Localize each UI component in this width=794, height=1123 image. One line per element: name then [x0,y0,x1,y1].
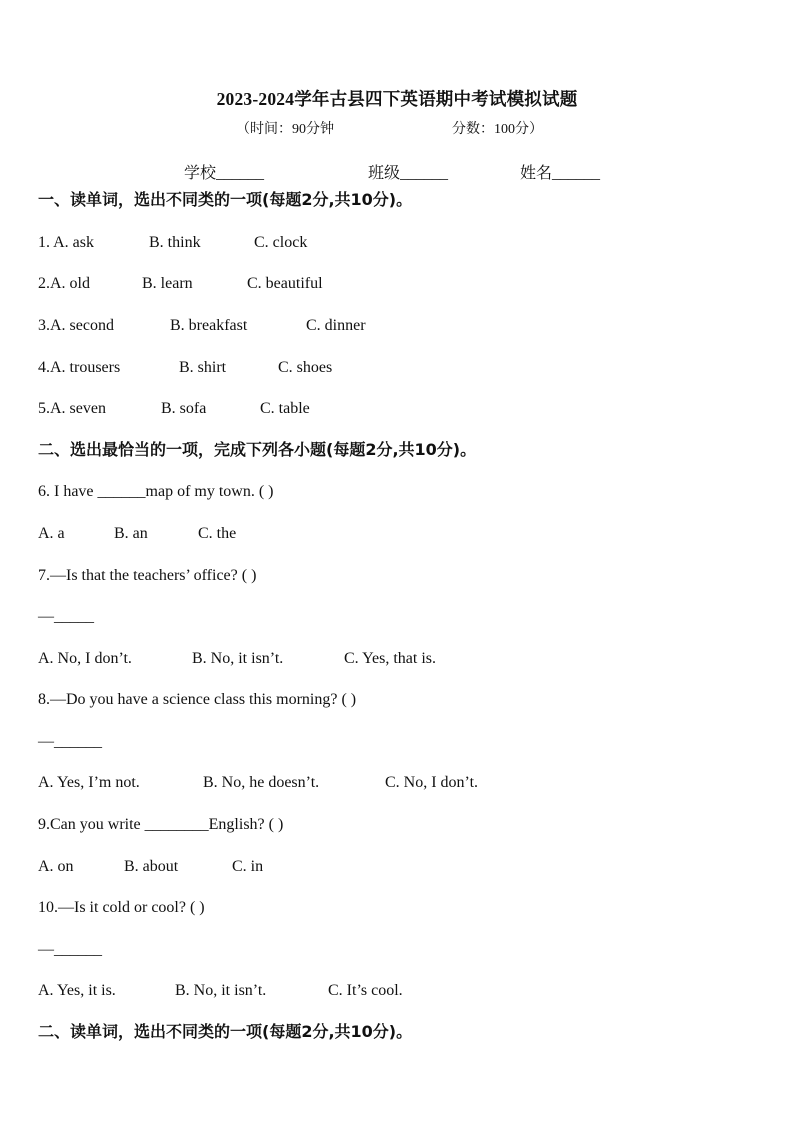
section-1-heading: 一、读单词，选出不同类的一项(每题2分,共10分)。 [38,190,413,209]
class-field: 班级______ [368,165,449,182]
q6-option-c: C. the [198,525,237,542]
q4-option-c: C. shoes [278,359,333,376]
q10-option-b: B. No, it isn’t. [175,982,267,999]
q8-option-b: B. No, he doesn’t. [203,774,320,791]
question-8-answer: —______ [38,733,102,750]
question-10-stem: 10.—Is it cold or cool? ( ) [38,899,205,916]
q2-option-b: B. learn [142,275,193,292]
question-10-answer: —______ [38,941,102,958]
q2-option-a: 2.A. old [38,275,90,292]
section-3-heading: 二、读单词，选出不同类的一项(每题2分,共10分)。 [38,1022,413,1041]
question-3 [38,316,366,336]
question-6-options [38,524,237,544]
q1-option-c: C. clock [254,234,308,251]
q6-option-b: B. an [114,525,148,542]
q5-option-b: B. sofa [161,400,207,417]
q8-option-c: C. No, I don’t. [385,774,479,791]
q9-option-b: B. about [124,858,179,875]
exam-score: 分数：100分） [452,122,543,137]
name-field: 姓名______ [520,165,601,182]
q6-option-a: A. a [38,525,65,542]
question-7-answer: —_____ [38,608,94,625]
q2-option-c: C. beautiful [247,275,323,292]
question-8-stem: 8.—Do you have a science class this morning? ( ) [38,691,357,708]
exam-title: 2023-2024学年古县四下英语期中考试模拟试题 [216,89,578,109]
q1-option-a: 1. A. ask [38,234,94,251]
q9-option-c: C. in [232,858,264,875]
q7-option-c: C. Yes, that is. [344,650,437,667]
q10-option-c: C. It’s cool. [328,982,403,999]
q10-option-a: A. Yes, it is. [38,982,116,999]
q7-option-b: B. No, it isn’t. [192,650,284,667]
question-9-options [38,857,264,877]
q5-option-c: C. table [260,400,310,417]
question-10-options [38,981,403,1001]
question-7-stem: 7.—Is that the teachers’ office? ( ) [38,567,257,584]
school-field: 学校______ [184,165,265,182]
q8-option-a: A. Yes, I’m not. [38,774,140,791]
q7-option-a: A. No, I don’t. [38,650,132,667]
q4-option-a: 4.A. trousers [38,359,121,376]
question-9-stem: 9.Can you write ________English? ( ) [38,816,284,833]
question-8-options [38,773,479,793]
q3-option-b: B. breakfast [170,317,248,334]
question-2 [38,274,323,294]
q4-option-b: B. shirt [179,359,227,376]
question-5 [38,399,310,419]
q9-option-a: A. on [38,858,74,875]
question-4 [38,358,333,378]
q3-option-c: C. dinner [306,317,366,334]
question-7-options [38,649,437,669]
section-2-heading: 二、选出最恰当的一项，完成下列各小题(每题2分,共10分)。 [38,440,477,459]
q3-option-a: 3.A. second [38,317,114,334]
exam-time: （时间：90分钟 [236,122,334,137]
question-1 [38,233,308,253]
q5-option-a: 5.A. seven [38,400,106,417]
question-6-stem: 6. I have ______map of my town. ( ) [38,483,274,500]
q1-option-b: B. think [149,234,201,251]
